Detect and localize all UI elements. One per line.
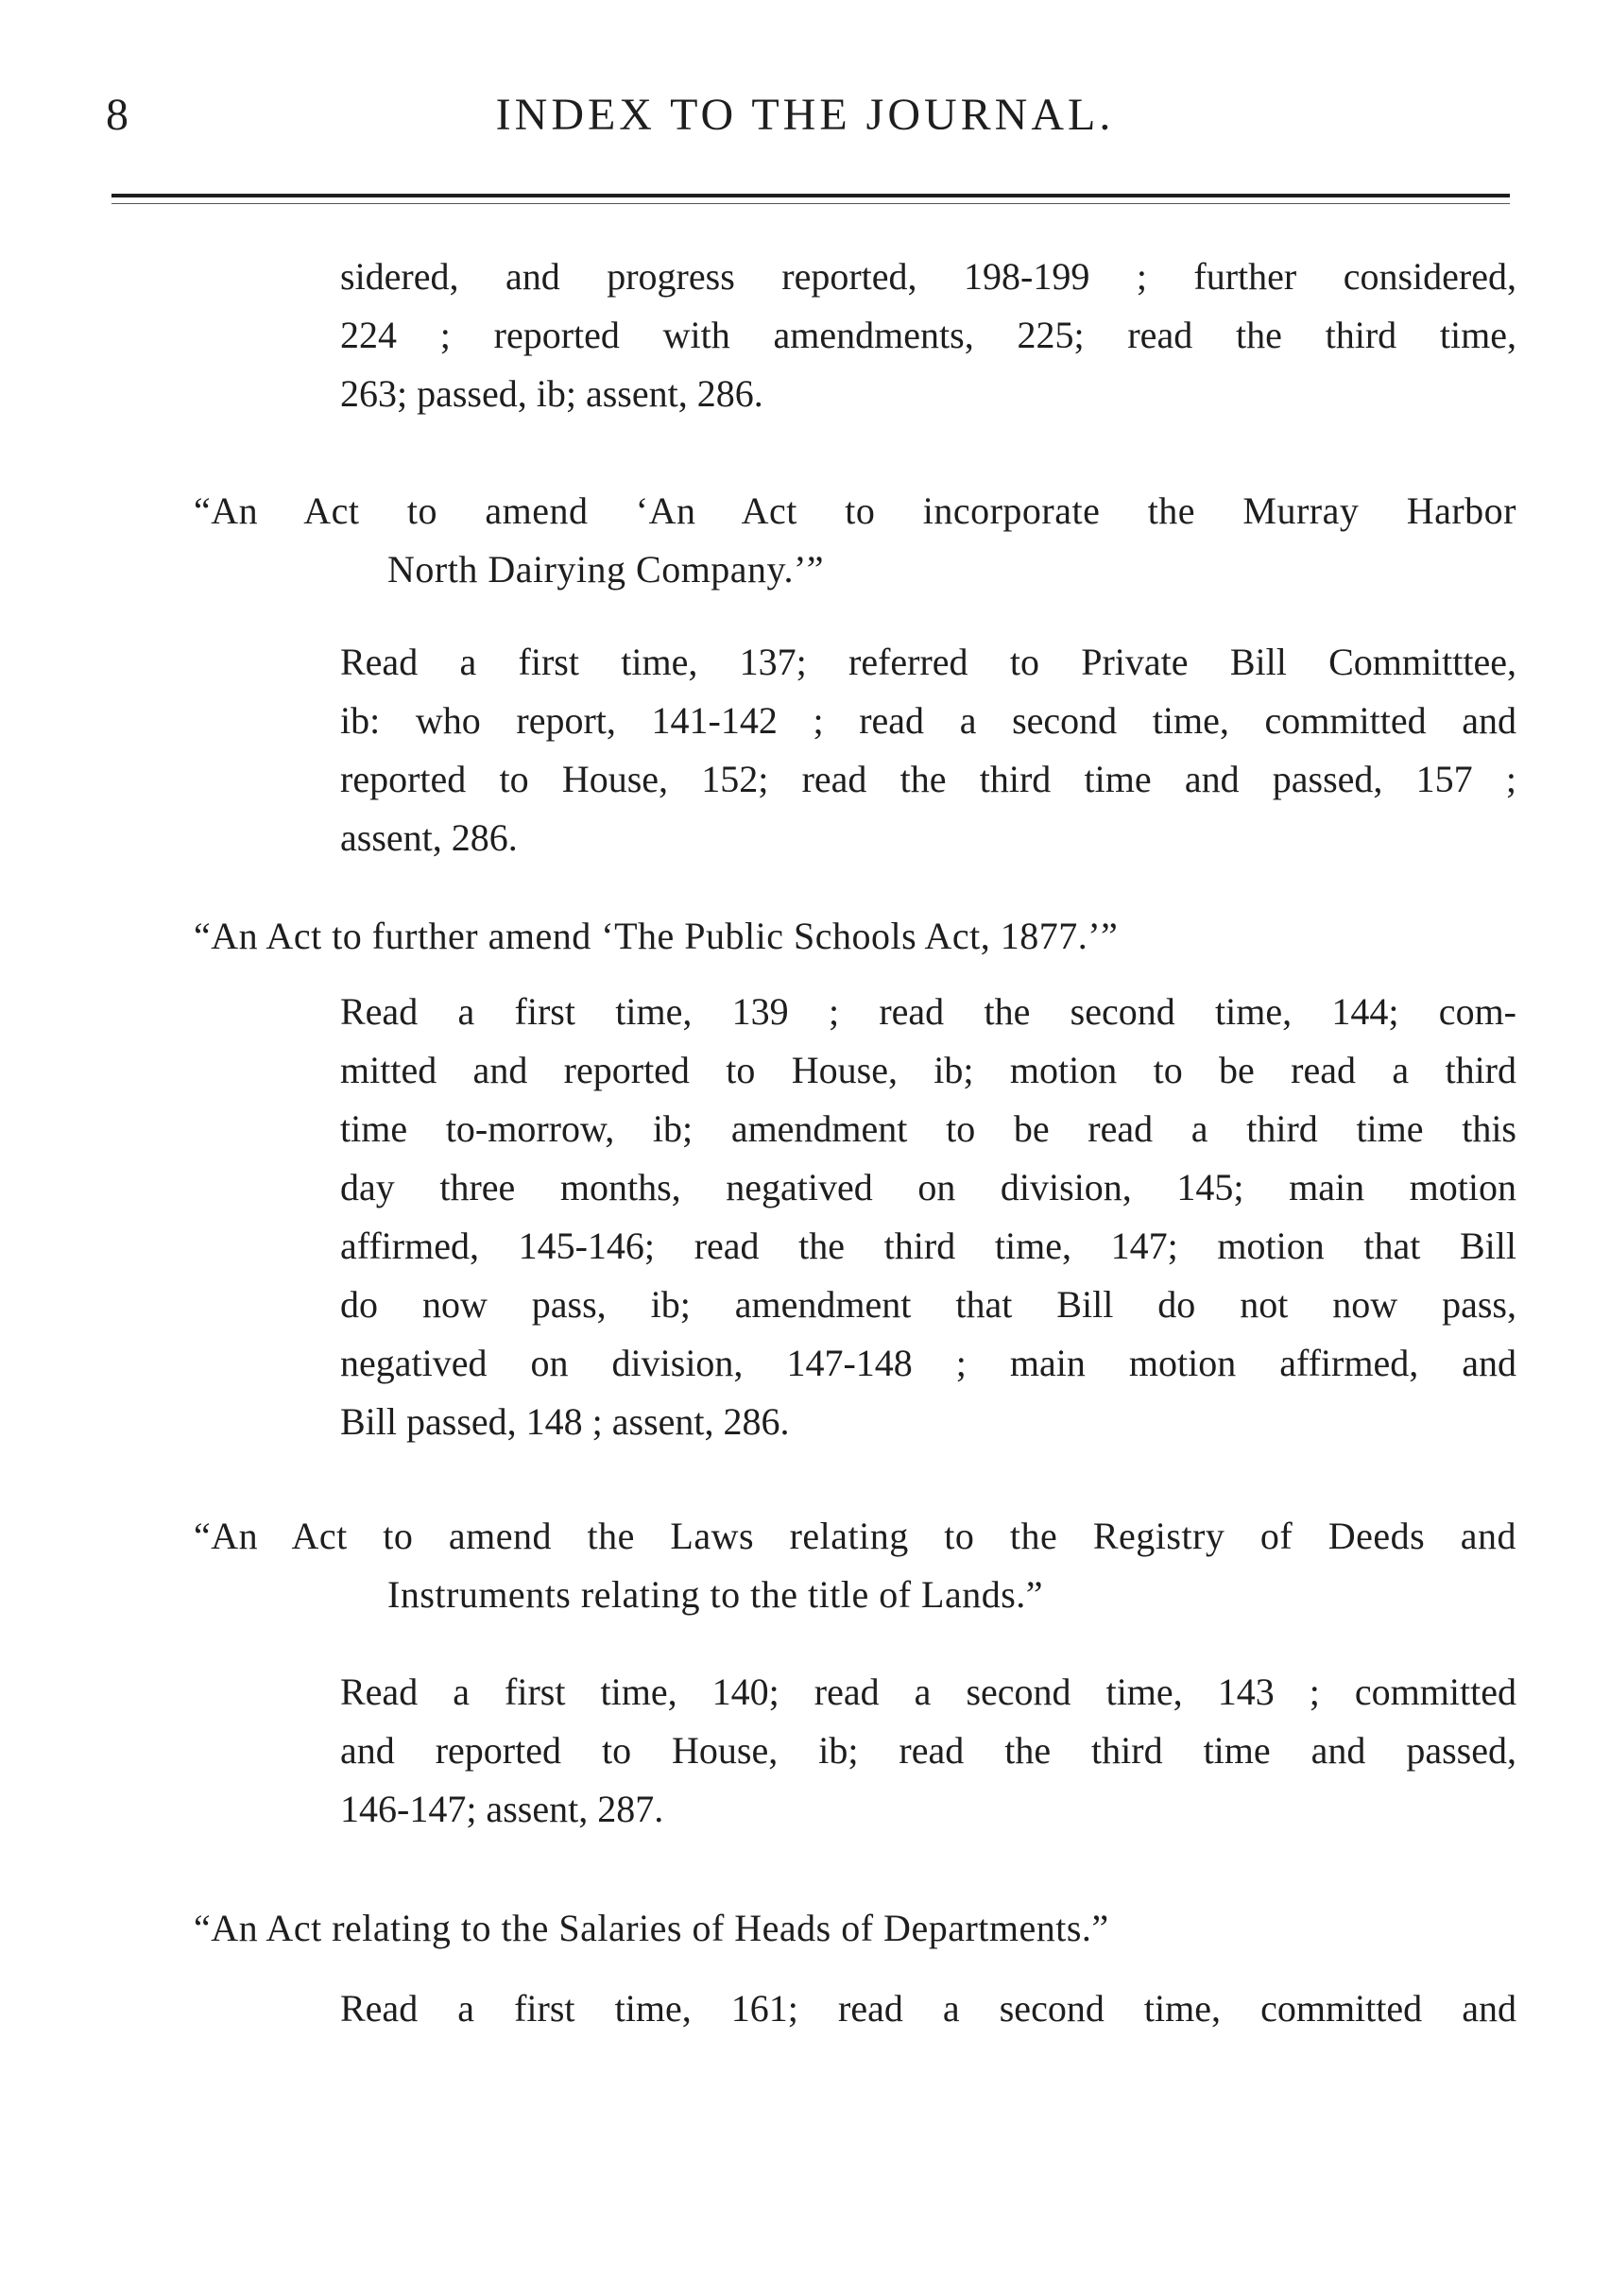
body-line: 224 ; reported with amendments, 225; read the third time, (340, 314, 1516, 356)
entry-body (340, 633, 1516, 867)
body-line: sidered, and progress reported, 198-199 ; further considered, (340, 255, 1516, 298)
entry-body (340, 1663, 1516, 1839)
entry-body (340, 1979, 1516, 2038)
body-line: and reported to House, ib; read the third time and passed, (340, 1729, 1516, 1772)
body-line: do now pass, ib; amendment that Bill do not now pass, (340, 1283, 1516, 1326)
body-line: Bill passed, 148 ; assent, 286. (340, 1400, 790, 1443)
header-rule (111, 194, 1510, 197)
body-line: Read a first time, 161; read a second time, committed and (340, 1987, 1516, 2030)
title-line: Instruments relating to the title of Lands.” (387, 1573, 1044, 1616)
entry-body (340, 983, 1516, 1451)
body-line: Read a first time, 140; read a second time, 143 ; committed (340, 1671, 1516, 1713)
body-line: Read a first time, 139 ; read the second time, 144; com- (340, 990, 1516, 1033)
body-line: 146-147; assent, 287. (340, 1788, 664, 1830)
page-number: 8 (106, 90, 128, 140)
title-line: “An Act relating to the Salaries of Heads of Departments.” (194, 1907, 1109, 1949)
body-line: affirmed, 145-146; read the third time, 147; motion that Bill (340, 1225, 1516, 1267)
title-line: North Dairying Company.’” (387, 548, 825, 591)
body-line: day three months, negatived on division, 145; main motion (340, 1166, 1516, 1208)
entry-continuation-body (340, 248, 1516, 423)
running-head: INDEX TO THE JOURNAL. (495, 90, 1115, 140)
entry-title (194, 482, 1516, 599)
body-line: negatived on division, 147-148 ; main motion affirmed, and (340, 1342, 1516, 1384)
body-line: ib: who report, 141-142 ; read a second time, committed and (340, 699, 1516, 742)
title-line: “An Act to amend the Laws relating to the Registry of Deeds and (194, 1515, 1516, 1557)
body-line: Read a first time, 137; referred to Private Bill Committtee, (340, 641, 1516, 683)
title-line: “An Act to amend ‘An Act to incorporate the Murray Harbor (194, 489, 1516, 532)
body-line: reported to House, 152; read the third time and passed, 157 ; (340, 758, 1516, 800)
header-rule-thin (111, 203, 1510, 204)
body-line: mitted and reported to House, ib; motion to be read a third (340, 1049, 1516, 1091)
title-line: “An Act to further amend ‘The Public Schools Act, 1877.’” (194, 915, 1119, 957)
body-line: time to-morrow, ib; amendment to be read a third time this (340, 1107, 1516, 1150)
body-line: 263; passed, ib; assent, 286. (340, 372, 763, 415)
entry-title (194, 1899, 1516, 1958)
entry-title (194, 907, 1516, 966)
entry-title (194, 1507, 1516, 1624)
body-line: assent, 286. (340, 816, 518, 859)
